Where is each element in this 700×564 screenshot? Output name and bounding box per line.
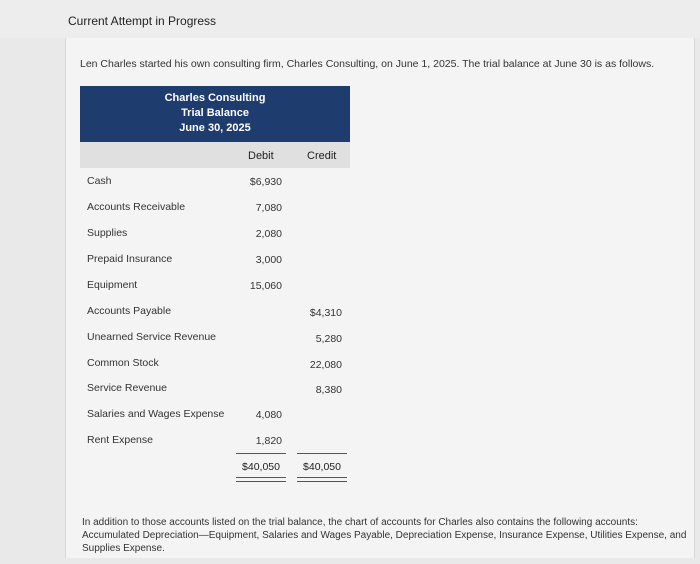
debit-amount: 4,080 bbox=[255, 409, 282, 421]
credit-amount: 8,380 bbox=[315, 384, 342, 396]
statement-name: Trial Balance bbox=[181, 107, 249, 119]
attempt-status-title: Current Attempt in Progress bbox=[68, 14, 217, 28]
statement-date: June 30, 2025 bbox=[179, 122, 251, 134]
account-name: Common Stock bbox=[87, 357, 159, 369]
account-name: Prepaid Insurance bbox=[87, 253, 173, 265]
debit-amount: 15,060 bbox=[249, 280, 282, 292]
debit-amount: 1,820 bbox=[255, 435, 282, 447]
account-name: Rent Expense bbox=[87, 434, 153, 446]
account-name: Equipment bbox=[87, 279, 138, 291]
credit-amount: 5,280 bbox=[315, 333, 342, 345]
debit-column-header: Debit bbox=[248, 150, 274, 162]
company-name: Charles Consulting bbox=[164, 92, 266, 104]
debit-total-double-rule bbox=[236, 477, 286, 482]
problem-intro: Len Charles started his own consulting firm, Charles Consulting, on June 1, 2025. The trial balance at June 30 is as follows. bbox=[80, 58, 655, 70]
account-name: Cash bbox=[87, 175, 112, 187]
credit-column-header: Credit bbox=[307, 150, 337, 162]
account-name: Service Revenue bbox=[87, 382, 167, 394]
debit-amount: 2,080 bbox=[255, 228, 282, 240]
total-debit: $40,050 bbox=[242, 461, 280, 473]
account-name: Accounts Payable bbox=[87, 305, 172, 317]
credit-total-double-rule bbox=[297, 477, 347, 482]
debit-subtotal-rule bbox=[236, 453, 286, 454]
account-name: Salaries and Wages Expense bbox=[87, 408, 225, 420]
debit-amount: 3,000 bbox=[255, 254, 282, 266]
trial-balance-header bbox=[80, 86, 350, 142]
debit-amount: $6,930 bbox=[249, 176, 282, 188]
debit-amount: 7,080 bbox=[255, 202, 282, 214]
account-name: Unearned Service Revenue bbox=[87, 331, 216, 343]
account-name: Accounts Receivable bbox=[87, 201, 186, 213]
chart-of-accounts-note: In addition to those accounts listed on the trial balance, the chart of accounts for Charles also contains the following accounts: Accumulated Depreciation—Equipment, Salaries and Wages Payable, Depreciation Expense, Insurance Expense, Utilities Expense, and Supplies Expense. bbox=[82, 517, 687, 554]
credit-subtotal-rule bbox=[297, 453, 347, 454]
credit-amount: $4,310 bbox=[309, 307, 342, 319]
credit-amount: 22,080 bbox=[309, 359, 342, 371]
total-credit: $40,050 bbox=[303, 461, 341, 473]
account-name: Supplies bbox=[87, 227, 128, 239]
